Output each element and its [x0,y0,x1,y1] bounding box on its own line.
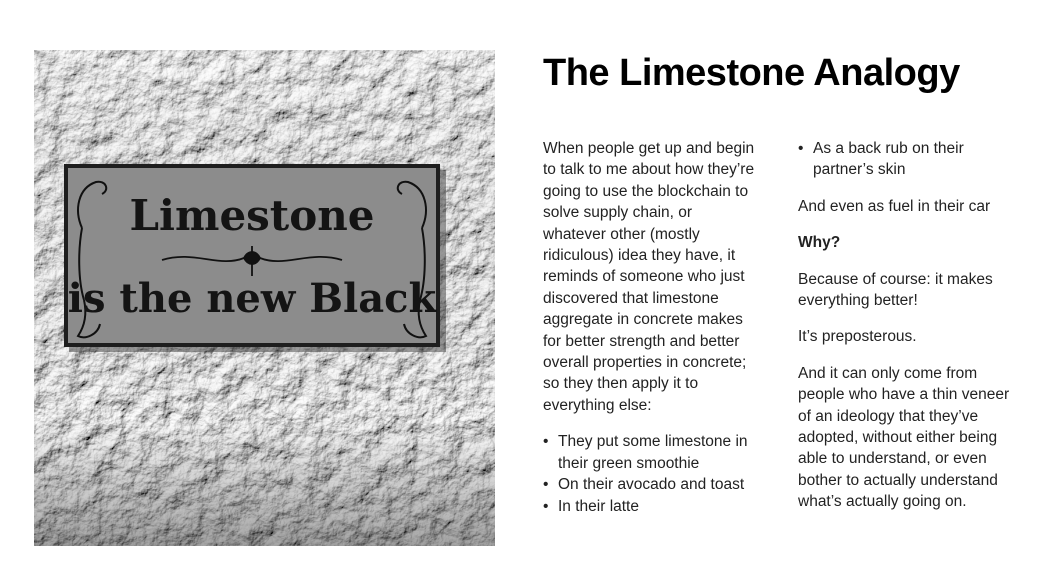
plaque-line1: Limestone [129,191,375,240]
preposterous-paragraph: It’s preposterous. [798,328,917,346]
list-item: • They put some limestone in their green smoothie [543,431,755,474]
list-item: • In their latte [543,496,755,517]
intro-paragraph: When people get up and begin to talk to me about how they’re going to use the blockchain to solve supply chain, or whatever other (mostly ridiculous) idea they have, it reminds of someone who just discovered that limestone aggregate in concrete makes for better strength and better overall properties in concrete; so they then apply it to everything else: [543,140,755,414]
list-item: • On their avocado and toast [543,474,755,495]
because-paragraph: Because of course: it makes everything better! [798,270,993,310]
closing-paragraph: And it can only come from people who have a thin veneer of an ideology that they’ve adopted, without either being able to understand, or even bother to actually understand what’s actually going on. [798,364,1010,511]
list-item: • As a back rub on their partner’s skin [798,138,1013,181]
limestone-plaque-image [34,50,495,546]
fuel-paragraph: And even as fuel in their car [798,197,991,215]
bullet-list-left [543,431,755,517]
bullet-list-right [798,138,1013,181]
text-column-right [798,138,1013,528]
plaque-line2: is the new Black [67,275,437,322]
text-column-left [543,138,755,532]
page-title: The Limestone Analogy [543,52,960,94]
why-heading: Why? [798,234,841,252]
